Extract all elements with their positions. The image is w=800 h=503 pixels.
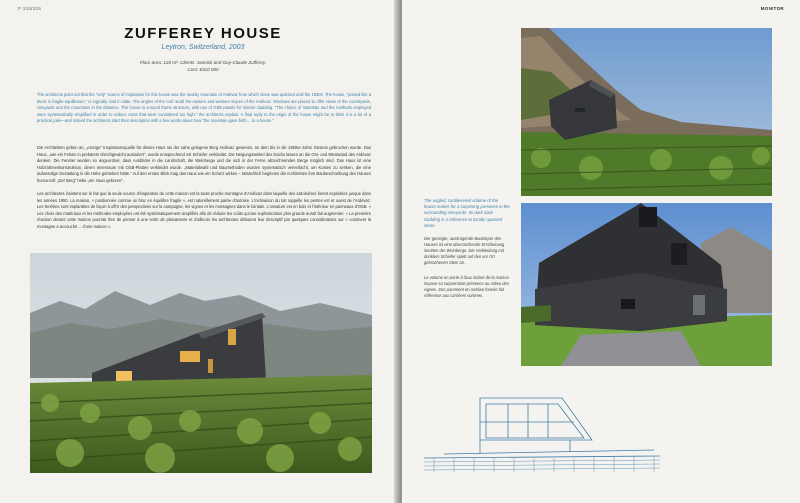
body-text-german: Die Architekten geben an, „einzige" Inspirationsquelle für dieses Haus sei der nahe gelegene Berg Ardévaz gewesen, an dem bis in die 1950er-Jahre Gestein gebrochen wurde. Das Haus, „wie ein Felsen in prekärem Gleichgewicht austariert", wurde entsprechend mit Schiefer verkleidet. Die Neigungswinkel des Dachs lassen an die Ost- und Westwand des Ardévaz denken. Die Fenster wurden so angeordnet, dass Ausblicke in die Landschaft, die Weinberge und die sich in der Ferne abzeichnenden Berge möglich sind. Das Haus ist eine Holzrahmenkonstruktion, deren Innenraum mit OSB-Platten verkleidet wurde. „Materialwahl und Baumethoden wurden systematisch vereinfacht, um Kosten zu senken, die eine aufwendige Gestaltung in die Höhe getrieben hätte." Auf den ersten Blick mag das Haus wie ein Scherz wirken – tatsächlich beginnen die Architekten ihre Baubeschreibung des Hauses humorvoll: „Der Berg" hebe „ein Haus geboren". — [37, 145, 371, 183]
page-folio: P 316/326 — [18, 6, 42, 11]
caption-german: Der geneigte, auskragende Baukörper des Hauses ist eine überraschende Erscheinung inmitten der Weinberge. Die Verkleidung mit dunklem Schiefer spielt auf den vor Ort gebrochenen Stein an. — [424, 236, 505, 265]
page-section-tag: MONITOR — [760, 6, 784, 11]
article-title: ZUFFEREY HOUSE — [124, 25, 282, 42]
facts-line-2: Cost: €310 000 — [187, 67, 219, 72]
house-photo-facade — [521, 203, 772, 366]
house-photo-mountain — [521, 28, 772, 196]
caption-english: The angled, cantilevered volume of the house makes for a surprising presence in the surrounding vineyards. Its dark slate cladding is a reference to locally quarried stone. — [424, 198, 510, 228]
body-text-english: The architects point out that the "only" source of inspiration for this house was the nearby mountain of Ardévaz from which stone was quarried until the 1950s. The house, "poised like a block in fragile equilibrium," is logically clad in slate. The angles of the roof recall the eastern and western slopes of the Ardévaz. Windows are placed to offer views of the countryside, vineyards and the mountains in the distance. The house is a wood frame structure, with use of OSB panels for interior cladding. "The choice of materials and the methods employed were systematically simplified in order to reduce costs that were considered too high," the architects explain. A final reply to the origin of the house might be to think it is a bit of a practical joke—and indeed the architects start their description with a few words about how "the mountain gave birth… to a house." — [37, 92, 371, 123]
article-subtitle: Leytron, Switzerland, 2003 — [161, 44, 245, 51]
caption-french: Le volume en porte-à-faux incliné de la maison impose sa surprenante présence au milieu des vignes. Son parement en ardoise foncée fait référence aux carrières voisines. — [424, 275, 509, 298]
section-drawing — [424, 392, 660, 474]
project-facts — [120, 59, 286, 73]
facts-line-1: Floor area: 120 m². Clients: Jannick and Guy-Claude Zufferey. — [139, 60, 267, 65]
left-page — [0, 0, 398, 503]
house-photo-vineyard — [30, 253, 372, 473]
body-text-french: Les architectes insistent sur le fait que la seule source d'inspiration de cette maison est la toute proche montagne d'Ardévaz dans laquelle des ardoisières furent exploitées jusque dans les années 1950. La maison, « positionnée comme un bloc en équilibre fragile », est naturellement parée d'ardoise. L'inclinaison du toit rappelle les pentes est et ouest de l'Ardévaz. Les fenêtres sont implantées de façon à offrir des perspectives sur la campagne, les vignes et les montagnes dans le lointain. L'ossature est en bois et l'intérieur en panneaux d'OSB. « Les choix des matériaux et les méthodes employées ont été systématiquement simplifiés afin de réduire les coûts qu'une sophistication plus grande aurait fait augmenter. » La première réaction devant cette maison pourrait être de penser à une sorte de plaisanterie et d'ailleurs les architectes débutent leur descriptif par quelques considérations sur « comment la montagne a accouché… d'une maison ». — [37, 191, 371, 229]
